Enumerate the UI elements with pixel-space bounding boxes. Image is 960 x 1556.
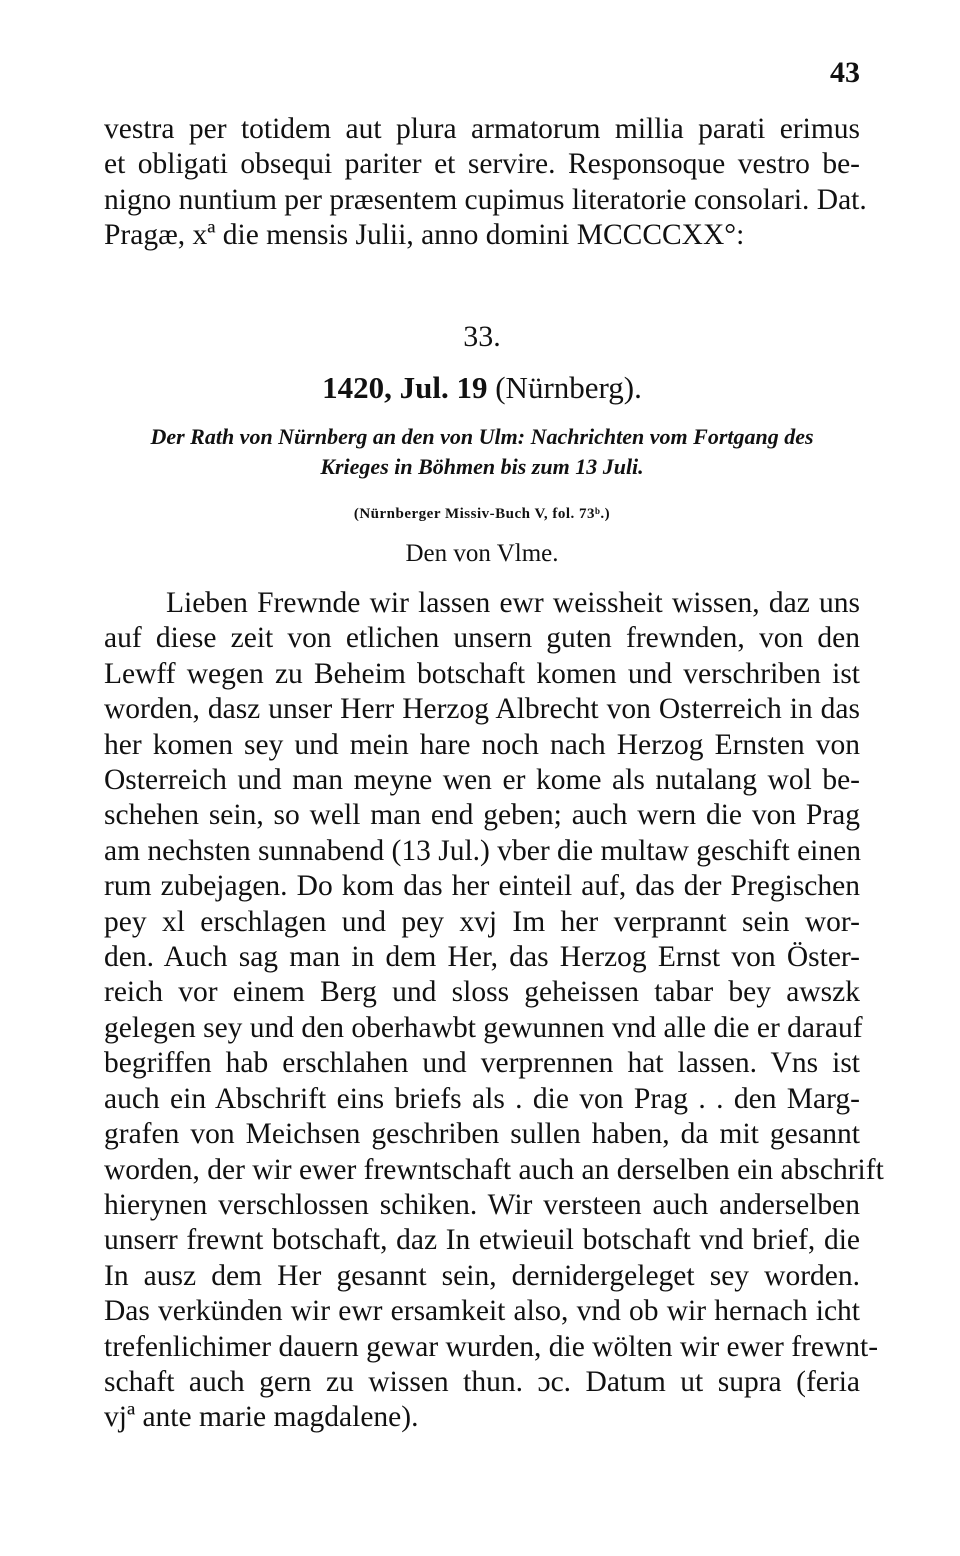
text-line: worden, dasz unser Herr Herzog Albrecht von Osterreich in das: [104, 693, 860, 726]
text-line: Lewff wegen zu Beheim botschaft komen und verschriben ist: [104, 657, 860, 690]
text-line: Pragæ, xª die mensis Julii, anno domini MCCCCXX°:: [104, 219, 745, 252]
summary-line: Der Rath von Nürnberg an den von Ulm: Nachrichten vom Fortgang des: [150, 424, 814, 449]
text-line: vestra per totidem aut plura armatorum millia parati erimus: [104, 113, 860, 145]
letter-body: [104, 586, 884, 1436]
document-number: 33.: [463, 320, 501, 353]
text-line: trefenlichimer dauern gewar wurden, die wölten wir ewer frewnt-: [104, 1330, 879, 1363]
text-line: schaft auch gern zu wissen thun. ɔc. Datum ut supra (feria: [104, 1365, 860, 1398]
text-line: auch ein Abschrift eins briefs als . die von Prag . . den Marg-: [104, 1082, 860, 1115]
text-line: grafen von Meichsen geschriben sullen haben, da mit gesannt: [104, 1118, 860, 1151]
text-line: hierynen verschlossen schiken. Wir versteen auch anderselben: [104, 1188, 860, 1221]
text-line: Das verkünden wir ewr ersamkeit also, vnd ob wir hernach icht: [104, 1295, 860, 1328]
text-line: worden, der wir ewer frewntschaft auch an derselben ein abschrift: [104, 1153, 884, 1186]
text-line: her komen sey und mein hare noch nach Herzog Ernsten von: [104, 728, 860, 761]
text-line: Lieben Frewnde wir lassen ewr weissheit wissen, daz uns: [166, 587, 860, 619]
page-number: 43: [830, 56, 860, 89]
text-line: vjª ante marie magdalene).: [104, 1401, 419, 1434]
text-line: unserr frewnt botschaft, daz In etwieuil botschaft vnd brief, die: [104, 1224, 860, 1257]
source-citation: (Nürnberger Missiv-Buch V, fol. 73ᵇ.): [353, 506, 611, 522]
text-line: In ausz dem Her gesannt sein, dernidergeleget sey worden.: [104, 1259, 860, 1292]
dateline-date: 1420, Jul. 19: [322, 370, 488, 405]
intro-paragraph: [104, 112, 867, 254]
text-line: pey xl erschlagen und pey xvj Im her verprannt sein wor-: [104, 905, 860, 938]
text-line: rum zubejagen. Do kom das her einteil auf, das der Pregischen: [104, 870, 860, 903]
text-line: gelegen sey und den oberhawbt gewunnen vnd alle die er darauf: [104, 1011, 863, 1044]
text-line: nigno nuntium per præsentem cupimus literatorie consolari. Dat.: [104, 183, 867, 216]
letter-address: Den von Vlme.: [405, 540, 559, 567]
text-line: auf diese zeit von etlichen unsern guten frewnden, von den: [104, 622, 860, 655]
text-line: schehen sein, so well man end geben; auch wern die von Prag: [104, 799, 860, 832]
text-line: den. Auch sag man in dem Her, das Herzog Ernst von Öster-: [104, 941, 860, 974]
text-line: Osterreich und man meyne wen er kome als nutalang wol be-: [104, 764, 860, 797]
summary-line: Krieges in Böhmen bis zum 13 Juli.: [320, 454, 644, 479]
text-line: begriffen hab erschlahen und verprennen hat lassen. Vns ist: [104, 1047, 860, 1080]
dateline: [104, 370, 860, 406]
text-line: et obligati obsequi pariter et servire. Responsoque vestro be-: [104, 148, 860, 181]
text-line: reich vor einem Berg und sloss geheissen tabar bey awszk: [104, 976, 860, 1009]
document-summary: [104, 422, 860, 482]
dateline-place: (Nürnberg).: [495, 370, 642, 405]
text-line: am nechsten sunnabend (13 Jul.) vber die multaw geschift einen: [104, 834, 861, 867]
